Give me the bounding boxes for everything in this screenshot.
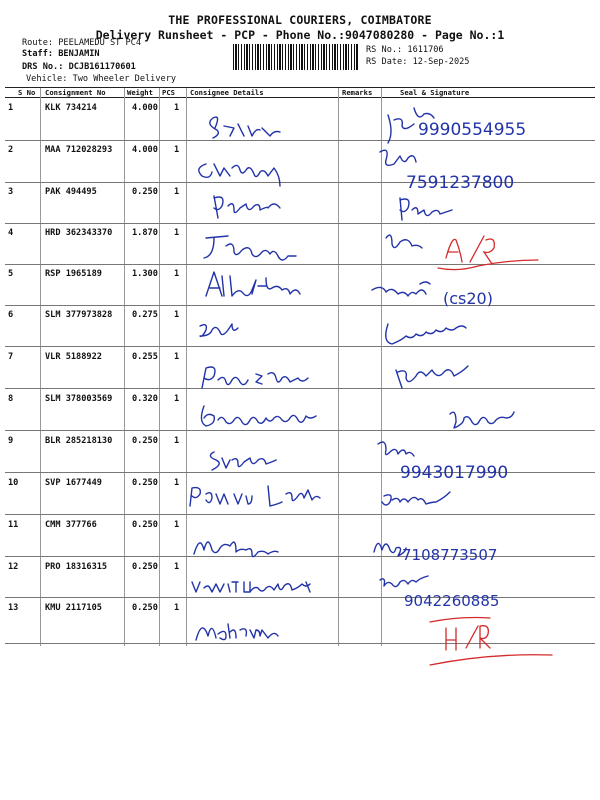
seal-signature-9: [378, 442, 414, 456]
row-consignment-no: MAA 712028293: [45, 145, 113, 155]
rs-number: RS No.: 1611706: [366, 45, 444, 55]
row-consignment-no: SLM 377973828: [45, 310, 113, 320]
row-sno: 5: [8, 269, 14, 279]
row-pcs: 1: [174, 436, 180, 446]
row-consignment-no: KMU 2117105: [45, 603, 102, 613]
consignee-signature-8: [201, 406, 316, 426]
row-pcs: 1: [174, 562, 180, 572]
row-divider: [5, 140, 595, 141]
seal-signature-7: [396, 366, 468, 388]
col-header-sno: S No: [18, 88, 36, 97]
row-divider: [5, 472, 595, 473]
row-consignment-no: BLR 285218130: [45, 436, 113, 446]
vehicle-label: Vehicle: Two Wheeler Delivery: [26, 74, 177, 84]
row-divider: [5, 346, 595, 347]
rs-date: RS Date: 12-Sep-2025: [366, 57, 470, 67]
col-header-seal: Seal & Signature: [400, 88, 470, 97]
row-sno: 4: [8, 228, 14, 238]
staff-label: Staff: BENJAMIN: [22, 49, 100, 59]
seal-handwritten-12: 9042260885: [404, 592, 500, 610]
consignee-signature-11: [194, 542, 278, 557]
row-weight: 0.250: [132, 562, 158, 572]
row-pcs: 1: [174, 603, 180, 613]
row-pcs: 1: [174, 478, 180, 488]
row-sno: 2: [8, 145, 14, 155]
runsheet-subtitle: Delivery Runsheet - PCP - Phone No.:9047080280 - Page No.:1: [95, 28, 505, 42]
row-divider: [5, 643, 595, 644]
seal-signature-12: [380, 576, 428, 587]
seal-handwritten-9: 9943017990: [400, 463, 509, 483]
hr-stamp-row13: [430, 618, 552, 666]
row-weight: 0.250: [132, 187, 158, 197]
row-sno: 13: [8, 603, 19, 613]
seal-signature-2: [380, 150, 416, 165]
consignee-signature-5: [206, 272, 300, 296]
row-pcs: 1: [174, 352, 180, 362]
red-ink-marks: [430, 236, 552, 665]
row-weight: 0.250: [132, 603, 158, 613]
row-pcs: 1: [174, 310, 180, 320]
consignee-signature-6: [200, 324, 238, 336]
column-divider: [338, 88, 339, 646]
consignee-signature-13: [196, 624, 278, 640]
row-weight: 0.255: [132, 352, 158, 362]
row-sno: 8: [8, 394, 14, 404]
col-header-consignee: Consignee Details: [190, 88, 264, 97]
row-sno: 12: [8, 562, 19, 572]
row-divider: [5, 556, 595, 557]
row-weight: 1.300: [132, 269, 158, 279]
row-weight: 0.275: [132, 310, 158, 320]
row-divider: [5, 264, 595, 265]
col-header-weight: Weight: [127, 88, 153, 97]
column-divider: [40, 88, 41, 646]
seal-handwritten-1: 9990554955: [418, 120, 527, 140]
barcode-image: [233, 44, 359, 70]
col-header-consignment: Consignment No: [45, 88, 106, 97]
seal-signature-10: [382, 492, 450, 505]
row-weight: 4.000: [132, 145, 158, 155]
column-divider: [124, 88, 125, 646]
table-top-rule: [5, 87, 595, 88]
row-sno: 11: [8, 520, 19, 530]
column-divider: [186, 88, 187, 646]
row-divider: [5, 514, 595, 515]
seal-signature-8: [450, 412, 514, 428]
row-consignment-no: HRD 362343370: [45, 228, 113, 238]
row-weight: 4.000: [132, 103, 158, 113]
consignee-signature-7: [202, 367, 308, 388]
seal-signature-3: [400, 198, 452, 220]
row-divider: [5, 182, 595, 183]
row-divider: [5, 305, 595, 306]
company-title: THE PROFESSIONAL COURIERS, COIMBATORE: [168, 13, 432, 27]
consignee-signature-12: [192, 582, 310, 592]
consignee-signature-3: [214, 196, 280, 218]
route-label: Route: PEELAMEDU ST PC4: [22, 38, 141, 48]
consignee-signature-4: [204, 236, 296, 260]
row-divider: [5, 388, 595, 389]
row-consignment-no: SLM 378003569: [45, 394, 113, 404]
row-pcs: 1: [174, 145, 180, 155]
row-sno: 7: [8, 352, 14, 362]
table-header-rule: [5, 97, 595, 98]
row-consignment-no: KLK 734214: [45, 103, 97, 113]
seal-handwritten-5: (cs20): [443, 289, 493, 308]
row-consignment-no: SVP 1677449: [45, 478, 102, 488]
consignee-signature-9: [210, 452, 276, 470]
row-sno: 10: [8, 478, 19, 488]
row-pcs: 1: [174, 520, 180, 530]
consignee-signature-1: [210, 117, 280, 138]
row-weight: 1.870: [132, 228, 158, 238]
row-pcs: 1: [174, 187, 180, 197]
seal-handwritten-11: 7108773507: [402, 546, 498, 564]
row-pcs: 1: [174, 103, 180, 113]
col-header-remarks: Remarks: [342, 88, 373, 97]
seal-signature-1: [388, 108, 434, 143]
row-weight: 0.320: [132, 394, 158, 404]
column-divider: [381, 88, 382, 646]
col-header-pcs: PCS: [162, 88, 175, 97]
row-sno: 1: [8, 103, 14, 113]
row-sno: 9: [8, 436, 14, 446]
seal-signature-6: [386, 324, 466, 344]
seal-signature-4: [386, 235, 422, 248]
seal-handwritten-2: 7591237800: [406, 173, 515, 193]
row-consignment-no: PRO 18316315: [45, 562, 108, 572]
row-divider: [5, 430, 595, 431]
row-divider: [5, 597, 595, 598]
row-consignment-no: PAK 494495: [45, 187, 97, 197]
row-sno: 6: [8, 310, 14, 320]
row-sno: 3: [8, 187, 14, 197]
row-weight: 0.250: [132, 436, 158, 446]
row-pcs: 1: [174, 394, 180, 404]
row-pcs: 1: [174, 269, 180, 279]
consignee-signature-10: [190, 486, 320, 506]
row-pcs: 1: [174, 228, 180, 238]
row-consignment-no: VLR 5188922: [45, 352, 102, 362]
row-consignment-no: CMM 377766: [45, 520, 97, 530]
seal-signature-11: [374, 543, 406, 556]
drs-number: DRS No.: DCJB161170601: [22, 62, 136, 72]
row-divider: [5, 223, 595, 224]
row-weight: 0.250: [132, 520, 158, 530]
row-consignment-no: RSP 1965189: [45, 269, 102, 279]
column-divider: [159, 88, 160, 646]
row-weight: 0.250: [132, 478, 158, 488]
